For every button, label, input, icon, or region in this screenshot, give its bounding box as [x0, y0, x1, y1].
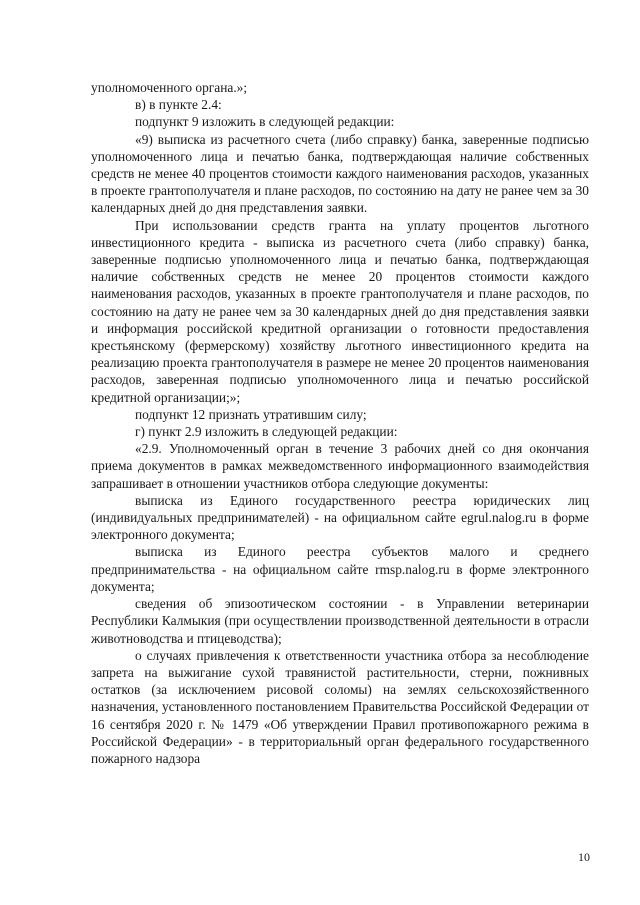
- paragraph-subitem-9-intro: подпункт 9 изложить в следующей редакции:: [135, 114, 395, 130]
- paragraph-fire-safety: о случаях привлечения к ответственности участника отбора за несоблюдение запрета на выжигание сухой травянистой растительности, стерни, пожнивных остатков (за исключением рисовой соломы) на землях сельскохозяйственного назначения, установленного постановлением Правительства Российской Федерации от 16 сентября 2020 г. № 1479 «Об утверждении Правил противопожарного режима в Российской Федерации» - в территориальный орган федерального государственного пожарного надзора: [91, 647, 589, 766]
- paragraph-continuation: уполномоченного органа.»;: [91, 80, 248, 95]
- paragraph-epizootic: сведения об эпизоотическом состоянии - в Управлении ветеринарии Республики Калмыкия (при осуществлении производственной деятельности в отрасли животноводства и птицеводства);: [91, 596, 589, 646]
- document-body: [91, 79, 589, 767]
- paragraph-2-9: «2.9. Уполномоченный орган в течение 3 рабочих дней со дня окончания приема документов в рамках межведомственного информационного взаимодействия запрашивает в отношении участников отбора следующие документы:: [91, 441, 589, 491]
- paragraph-item-v: в) в пункте 2.4:: [135, 97, 222, 113]
- paragraph-rmsp: выписка из Единого реестра субъектов малого и среднего предпринимательства - на официальном сайте rmsp.nalog.ru в форме электронного документа;: [91, 544, 589, 594]
- paragraph-egrul: выписка из Единого государственного реестра юридических лиц (индивидуальных предпринимателей) - на официальном сайте egrul.nalog.ru в форме электронного документа;: [91, 492, 589, 543]
- page-number: 10: [578, 850, 590, 864]
- paragraph-grant-interest: При использовании средств гранта на уплату процентов льготного инвестиционного кредита - выписка из расчетного счета (либо справку) банка, заверенные подписью уполномоченного лица и печатью банка, подтверждающая наличие собственных средств не менее 20 процентов стоимости каждого наименования расходов, указанных в проекте грантополучателя и плане расходов, по состоянию на дату не ранее чем за 30 календарных дней до дня представления заявки и информация российской кредитной организации о готовности предоставления крестьянскому (фермерскому) хозяйству льготного инвестиционного кредита на реализацию проекта грантополучателя в размере не менее 20 процентов наименования расходов, заверенная подписью уполномоченного лица и печатью российской кредитной организации;»;: [91, 217, 589, 405]
- paragraph-subitem-12: подпункт 12 признать утратившим силу;: [135, 406, 367, 422]
- paragraph-item-g: г) пункт 2.9 изложить в следующей редакции:: [135, 424, 398, 440]
- paragraph-subitem-9-text: «9) выписка из расчетного счета (либо справку) банка, заверенные подписью уполномоченного лица и печатью банка, подтверждающая наличие собственных средств не менее 40 процентов стоимости каждого наименования расходов, указанных в проекте грантополучателя и плане расходов, по состоянию на дату не ранее чем за 30 календарных дней до дня представления заявки.: [91, 131, 589, 216]
